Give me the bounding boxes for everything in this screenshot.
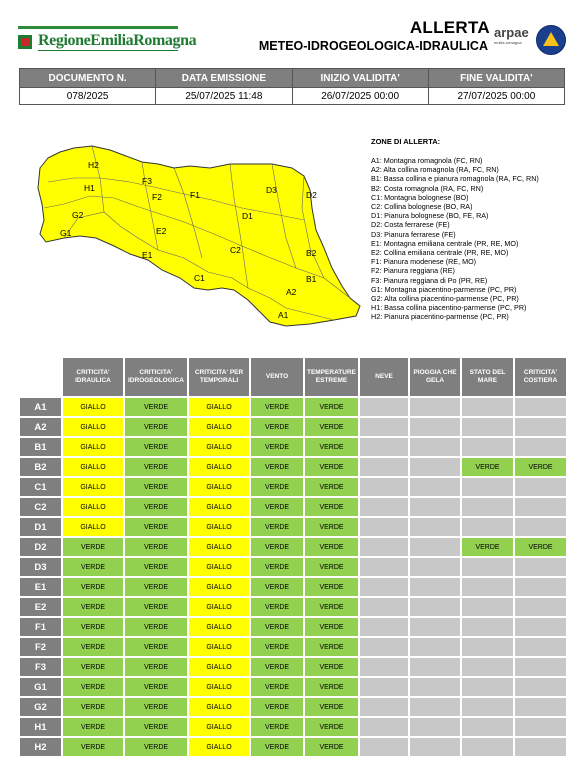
regione-emilia-romagna-logo	[18, 26, 197, 52]
alert-level-cell	[409, 497, 461, 517]
alert-level-cell: VERDE	[304, 417, 359, 437]
zone-label-h2: H2	[88, 160, 99, 170]
zone-code: F1	[19, 617, 62, 637]
legend-items	[371, 156, 576, 322]
alert-level-cell: VERDE	[62, 617, 124, 637]
alert-level-cell: GIALLO	[188, 457, 250, 477]
alert-level-cell: VERDE	[250, 477, 304, 497]
alert-level-cell: VERDE	[304, 677, 359, 697]
alert-level-cell: GIALLO	[62, 397, 124, 417]
alert-level-cell: VERDE	[124, 597, 188, 617]
alert-level-cell: VERDE	[250, 517, 304, 537]
alert-level-cell	[514, 697, 567, 717]
doc-valid-to: 27/07/2025 00:00	[428, 88, 564, 105]
alert-level-cell: GIALLO	[188, 677, 250, 697]
legend-item: C2: Collina bolognese (BO, RA)	[371, 202, 473, 212]
alert-level-cell	[409, 437, 461, 457]
alert-level-cell: GIALLO	[188, 397, 250, 417]
zones-legend	[371, 137, 576, 322]
alert-level-cell	[514, 417, 567, 437]
zone-label-g2: G2	[72, 210, 84, 220]
alert-level-cell: GIALLO	[188, 417, 250, 437]
alert-level-cell: GIALLO	[62, 457, 124, 477]
zone-code: H2	[19, 737, 62, 757]
legend-item: C1: Montagna bolognese (BO)	[371, 192, 469, 202]
col-header-temperatures: TEMPERATURE ESTREME	[304, 357, 359, 397]
alert-row-g2	[19, 697, 567, 717]
zone-label-c2: C2	[230, 245, 241, 255]
zone-label-e2: E2	[156, 226, 167, 236]
alert-level-cell: VERDE	[62, 537, 124, 557]
alert-level-cell: VERDE	[304, 577, 359, 597]
alert-level-cell: GIALLO	[188, 477, 250, 497]
zone-code: D1	[19, 517, 62, 537]
alert-level-cell	[514, 477, 567, 497]
alert-level-cell	[514, 637, 567, 657]
alert-level-cell: VERDE	[124, 737, 188, 757]
alert-level-cell: VERDE	[304, 477, 359, 497]
zone-label-f3: F3	[142, 176, 152, 186]
alert-level-cell	[409, 677, 461, 697]
alert-level-cell: GIALLO	[188, 517, 250, 537]
alert-level-cell: GIALLO	[62, 497, 124, 517]
legend-item: F1: Pianura modenese (RE, MO)	[371, 257, 477, 267]
alert-level-cell	[461, 657, 514, 677]
alert-level-cell: VERDE	[514, 457, 567, 477]
zone-code: G1	[19, 677, 62, 697]
alert-level-cell: VERDE	[250, 597, 304, 617]
alert-level-cell: VERDE	[124, 557, 188, 577]
alert-level-cell: VERDE	[250, 537, 304, 557]
alert-level-cell: GIALLO	[188, 637, 250, 657]
zone-code: F2	[19, 637, 62, 657]
alert-level-cell: VERDE	[124, 717, 188, 737]
alert-level-cell	[461, 577, 514, 597]
col-header-hydrogeological: CRITICITA' IDROGEOLOGICA	[124, 357, 188, 397]
alert-level-cell	[409, 597, 461, 617]
zone-label-f2: F2	[152, 192, 162, 202]
alert-level-cell: VERDE	[124, 477, 188, 497]
alert-row-f1	[19, 617, 567, 637]
alert-level-cell	[409, 517, 461, 537]
alert-level-cell: VERDE	[304, 717, 359, 737]
alert-level-cell: GIALLO	[62, 477, 124, 497]
arpae-tagline: emilia-romagna	[494, 40, 522, 45]
alert-level-cell: GIALLO	[188, 717, 250, 737]
alert-row-h2	[19, 737, 567, 757]
alert-level-cell	[461, 637, 514, 657]
alert-row-e1	[19, 577, 567, 597]
alert-level-cell	[409, 457, 461, 477]
zone-label-b2: B2	[306, 248, 317, 258]
alert-level-cell: VERDE	[304, 557, 359, 577]
zone-label-c1: C1	[194, 273, 205, 283]
zone-code: D3	[19, 557, 62, 577]
alert-level-cell: VERDE	[304, 597, 359, 617]
alert-level-cell: VERDE	[304, 637, 359, 657]
alert-level-cell: GIALLO	[62, 437, 124, 457]
alert-header-blank	[19, 357, 62, 397]
alert-level-cell: VERDE	[124, 517, 188, 537]
alert-level-cell	[514, 577, 567, 597]
doc-header-issue-date: DATA EMISSIONE	[156, 69, 292, 88]
document-info-header-row	[20, 69, 565, 88]
legend-item: G2: Alta collina piacentino-parmense (PC, PR)	[371, 294, 519, 304]
alert-row-h1	[19, 717, 567, 737]
alert-level-cell	[461, 517, 514, 537]
alert-row-f3	[19, 657, 567, 677]
alert-level-cell: VERDE	[124, 577, 188, 597]
arpae-logo	[494, 26, 534, 52]
alert-level-cell	[359, 557, 409, 577]
alert-level-cell: GIALLO	[188, 657, 250, 677]
alert-level-cell	[514, 737, 567, 757]
zone-code: B2	[19, 457, 62, 477]
alert-level-cell	[514, 677, 567, 697]
legend-item: H1: Bassa collina piacentino-parmense (PC, PR)	[371, 303, 527, 313]
alert-level-cell	[359, 717, 409, 737]
alert-level-cell: VERDE	[62, 697, 124, 717]
alert-level-cell: VERDE	[250, 697, 304, 717]
zone-code: E2	[19, 597, 62, 617]
col-header-coastal: CRITICITA' COSTIERA	[514, 357, 567, 397]
alert-level-cell	[461, 697, 514, 717]
doc-number: 078/2025	[20, 88, 156, 105]
alert-level-cell: VERDE	[304, 537, 359, 557]
alert-level-cell: VERDE	[250, 457, 304, 477]
alert-level-cell: VERDE	[304, 457, 359, 477]
alert-level-cell: VERDE	[124, 437, 188, 457]
col-header-hydraulic: CRITICITA' IDRAULICA	[62, 357, 124, 397]
alert-level-cell: VERDE	[62, 737, 124, 757]
alert-level-cell	[409, 697, 461, 717]
alert-table	[19, 357, 567, 757]
alert-level-cell: GIALLO	[188, 537, 250, 557]
alert-level-cell: VERDE	[304, 397, 359, 417]
alert-level-cell	[359, 617, 409, 637]
col-header-freezing-rain: PIOGGIA CHE GELA	[409, 357, 461, 397]
col-header-snow: NEVE	[359, 357, 409, 397]
alert-level-cell: VERDE	[250, 497, 304, 517]
alert-row-a2	[19, 417, 567, 437]
alert-level-cell: GIALLO	[188, 557, 250, 577]
alert-level-cell: VERDE	[62, 717, 124, 737]
zone-label-f1: F1	[190, 190, 200, 200]
alert-level-cell	[359, 697, 409, 717]
alert-level-cell: VERDE	[124, 497, 188, 517]
zone-label-a2: A2	[286, 287, 297, 297]
alert-level-cell: VERDE	[304, 737, 359, 757]
zone-code: C1	[19, 477, 62, 497]
alert-level-cell	[461, 597, 514, 617]
alert-level-cell: GIALLO	[188, 697, 250, 717]
col-header-wind: VENTO	[250, 357, 304, 397]
alert-level-cell	[359, 437, 409, 457]
page-subtitle: METEO-IDROGEOLOGICA-IDRAULICA	[258, 39, 488, 53]
alert-table-header-row	[19, 357, 567, 397]
region-flag-icon	[18, 35, 32, 49]
alert-level-cell: VERDE	[461, 457, 514, 477]
alert-level-cell: VERDE	[304, 657, 359, 677]
zone-code: G2	[19, 697, 62, 717]
alert-level-cell: VERDE	[304, 517, 359, 537]
alert-row-d2	[19, 537, 567, 557]
zone-label-g1: G1	[60, 228, 72, 238]
alert-level-cell: VERDE	[250, 717, 304, 737]
alert-level-cell: VERDE	[62, 577, 124, 597]
alert-level-cell: VERDE	[62, 557, 124, 577]
civil-protection-logo-icon	[536, 25, 566, 55]
legend-item: E1: Montagna emiliana centrale (PR, RE, MO)	[371, 238, 519, 248]
alert-level-cell	[409, 617, 461, 637]
alert-level-cell: GIALLO	[188, 577, 250, 597]
zone-code: A1	[19, 397, 62, 417]
legend-item: F3: Pianura reggiana di Po (PR, RE)	[371, 275, 488, 285]
zone-code: E1	[19, 577, 62, 597]
alert-level-cell	[359, 597, 409, 617]
doc-valid-from: 26/07/2025 00:00	[292, 88, 428, 105]
alert-level-cell: VERDE	[124, 457, 188, 477]
alert-level-cell: VERDE	[514, 537, 567, 557]
alert-level-cell	[514, 597, 567, 617]
alert-level-cell	[359, 457, 409, 477]
alert-level-cell: VERDE	[250, 637, 304, 657]
alert-level-cell: VERDE	[124, 537, 188, 557]
legend-item: E2: Collina emiliana centrale (PR, RE, MO)	[371, 248, 509, 258]
alert-level-cell: VERDE	[62, 657, 124, 677]
logo-underline	[38, 50, 178, 51]
alert-level-cell: VERDE	[250, 437, 304, 457]
alert-level-cell: GIALLO	[188, 597, 250, 617]
alert-level-cell	[461, 417, 514, 437]
document-info-value-row	[20, 88, 565, 105]
legend-item: A2: Alta collina romagnola (RA, FC, RN)	[371, 165, 499, 175]
alert-level-cell	[514, 397, 567, 417]
alert-level-cell	[359, 417, 409, 437]
legend-item: D1: Pianura bolognese (BO, FE, RA)	[371, 211, 489, 221]
alert-level-cell: VERDE	[124, 617, 188, 637]
doc-header-number: DOCUMENTO N.	[20, 69, 156, 88]
alert-level-cell: VERDE	[304, 497, 359, 517]
zone-label-d2: D2	[306, 190, 317, 200]
col-header-sea-state: STATO DEL MARE	[461, 357, 514, 397]
alert-row-b2	[19, 457, 567, 477]
alert-level-cell	[461, 437, 514, 457]
legend-item: F2: Pianura reggiana (RE)	[371, 266, 455, 276]
zone-label-h1: H1	[84, 183, 95, 193]
alert-level-cell	[359, 397, 409, 417]
legend-item: B2: Costa romagnola (RA, FC, RN)	[371, 183, 484, 193]
alert-level-cell: VERDE	[250, 737, 304, 757]
alert-level-cell: VERDE	[250, 657, 304, 677]
alert-level-cell	[514, 437, 567, 457]
alert-level-cell: VERDE	[304, 437, 359, 457]
alert-level-cell	[514, 717, 567, 737]
alert-level-cell: VERDE	[62, 597, 124, 617]
alert-level-cell	[409, 737, 461, 757]
legend-item: A1: Montagna romagnola (FC, RN)	[371, 156, 483, 165]
alert-level-cell: VERDE	[250, 397, 304, 417]
alert-level-cell	[461, 617, 514, 637]
zone-code: C2	[19, 497, 62, 517]
zone-code: A2	[19, 417, 62, 437]
legend-title: ZONE DI ALLERTA:	[371, 137, 441, 146]
legend-item: H2: Pianura piacentino-parmense (PC, PR)	[371, 312, 509, 322]
alert-level-cell: VERDE	[250, 557, 304, 577]
alert-level-cell	[409, 477, 461, 497]
zone-code: B1	[19, 437, 62, 457]
alert-level-cell	[461, 397, 514, 417]
alert-level-cell: VERDE	[250, 417, 304, 437]
alert-level-cell	[409, 577, 461, 597]
alert-level-cell: VERDE	[124, 677, 188, 697]
alert-level-cell: GIALLO	[188, 737, 250, 757]
alert-row-c1	[19, 477, 567, 497]
alert-level-cell: VERDE	[304, 697, 359, 717]
alert-level-cell	[359, 497, 409, 517]
alert-row-c2	[19, 497, 567, 517]
alert-level-cell: GIALLO	[188, 497, 250, 517]
logo-top-bar	[18, 26, 178, 29]
zone-label-b1: B1	[306, 274, 317, 284]
alert-level-cell	[359, 537, 409, 557]
alert-level-cell	[359, 577, 409, 597]
zone-label-d3: D3	[266, 185, 277, 195]
zone-code: H1	[19, 717, 62, 737]
alert-row-f2	[19, 637, 567, 657]
alert-level-cell	[514, 497, 567, 517]
alert-level-cell: GIALLO	[62, 517, 124, 537]
alert-level-cell: VERDE	[124, 397, 188, 417]
alert-zones-map	[34, 138, 364, 328]
col-header-thunderstorms: CRITICITA' PER TEMPORALI	[188, 357, 250, 397]
alert-level-cell: VERDE	[250, 677, 304, 697]
alert-level-cell	[359, 517, 409, 537]
alert-row-b1	[19, 437, 567, 457]
alert-level-cell: VERDE	[62, 677, 124, 697]
logo-text: RegioneEmiliaRomagna	[38, 32, 197, 49]
legend-item: D2: Costa ferrarese (FE)	[371, 220, 450, 230]
alert-level-cell: VERDE	[124, 657, 188, 677]
alert-row-e2	[19, 597, 567, 617]
alert-level-cell	[359, 657, 409, 677]
legend-item: B1: Bassa collina e pianura romagnola (RA, FC, RN)	[371, 174, 539, 184]
alert-level-cell: VERDE	[461, 537, 514, 557]
document-info-table	[19, 68, 565, 105]
alert-level-cell	[461, 477, 514, 497]
region-outline	[38, 146, 360, 326]
zone-code: D2	[19, 537, 62, 557]
alert-row-a1	[19, 397, 567, 417]
alert-level-cell	[359, 737, 409, 757]
alert-row-d3	[19, 557, 567, 577]
alert-row-g1	[19, 677, 567, 697]
doc-header-valid-to: FINE VALIDITA'	[428, 69, 564, 88]
alert-level-cell	[461, 497, 514, 517]
alert-level-cell	[359, 677, 409, 697]
alert-level-cell	[359, 637, 409, 657]
doc-header-valid-from: INIZIO VALIDITA'	[292, 69, 428, 88]
alert-level-cell: VERDE	[124, 417, 188, 437]
alert-level-cell	[409, 537, 461, 557]
alert-level-cell	[461, 717, 514, 737]
alert-level-cell	[461, 557, 514, 577]
zone-label-a1: A1	[278, 310, 289, 320]
arpae-name: arpae	[494, 25, 529, 40]
alert-level-cell	[409, 417, 461, 437]
alert-level-cell	[409, 637, 461, 657]
alert-level-cell	[514, 617, 567, 637]
alert-level-cell: GIALLO	[188, 437, 250, 457]
alert-level-cell: VERDE	[304, 617, 359, 637]
alert-level-cell	[461, 677, 514, 697]
alert-level-cell: VERDE	[62, 637, 124, 657]
alert-level-cell: GIALLO	[62, 417, 124, 437]
alert-level-cell: GIALLO	[188, 617, 250, 637]
legend-item: D3: Pianura ferrarese (FE)	[371, 229, 456, 239]
alert-level-cell	[409, 657, 461, 677]
alert-level-cell	[409, 397, 461, 417]
zone-label-d1: D1	[242, 211, 253, 221]
legend-item: G1: Montagna piacentino-parmense (PC, PR)	[371, 284, 517, 294]
doc-issue-date: 25/07/2025 11:48	[156, 88, 292, 105]
alert-row-d1	[19, 517, 567, 537]
alert-level-cell	[409, 717, 461, 737]
alert-level-cell: VERDE	[250, 617, 304, 637]
alert-level-cell	[359, 477, 409, 497]
alert-level-cell	[514, 557, 567, 577]
alert-level-cell	[409, 557, 461, 577]
zone-code: F3	[19, 657, 62, 677]
alert-table-body	[19, 397, 567, 757]
alert-level-cell: VERDE	[124, 637, 188, 657]
zone-label-e1: E1	[142, 250, 153, 260]
alert-level-cell	[514, 517, 567, 537]
alert-level-cell: VERDE	[124, 697, 188, 717]
alert-level-cell	[461, 737, 514, 757]
page-title: ALLERTA	[409, 18, 490, 37]
alert-level-cell: VERDE	[250, 577, 304, 597]
alert-level-cell	[514, 657, 567, 677]
